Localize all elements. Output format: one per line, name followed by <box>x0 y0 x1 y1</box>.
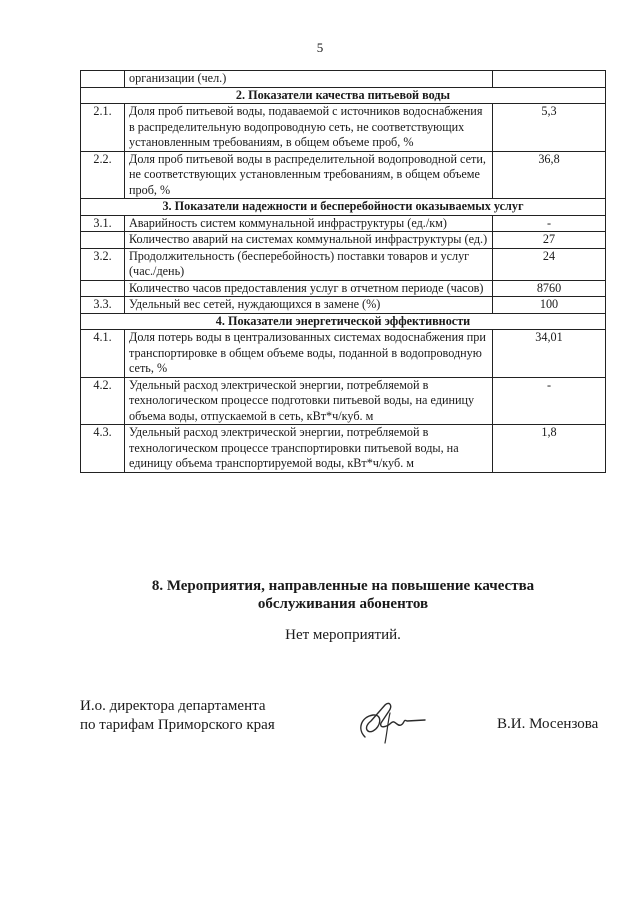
indicator-value: 27 <box>493 232 606 249</box>
indicator-name: Доля проб питьевой воды, подаваемой с источников водоснабжения в распределительную водопроводную сеть, не соответствующих установленным требованиям, в общем объеме проб, % <box>125 104 493 152</box>
indicator-name: Количество часов предоставления услуг в отчетном периоде (часов) <box>125 280 493 297</box>
indicator-name: Удельный расход электрической энергии, потребляемой в технологическом процессе транспортировки питьевой воды, на единицу объема транспортируемой воды, кВт*ч/куб. м <box>125 425 493 473</box>
section-header-row <box>81 313 606 330</box>
row-number: 3.1. <box>81 215 125 232</box>
indicator-value: - <box>493 215 606 232</box>
section-8-heading <box>80 577 606 613</box>
indicator-value: 34,01 <box>493 330 606 378</box>
signatory-position-line1: И.о. директора департамента <box>80 698 266 714</box>
table-row <box>81 151 606 199</box>
section-8-title-line2: обслуживания абонентов <box>257 596 429 612</box>
signatory-name: В.И. Мосензова <box>497 716 599 732</box>
indicator-value: 1,8 <box>493 425 606 473</box>
row-number <box>81 280 125 297</box>
row-number: 2.1. <box>81 104 125 152</box>
indicator-name: Продолжительность (бесперебойность) поставки товаров и услуг (час./день) <box>125 248 493 280</box>
table-row <box>81 104 606 152</box>
table-row <box>81 330 606 378</box>
indicator-value: 8760 <box>493 280 606 297</box>
table-row <box>81 248 606 280</box>
indicator-name: Удельный вес сетей, нуждающихся в замене (%) <box>125 297 493 314</box>
section-8-title-line1: 8. Мероприятия, направленные на повышение качества <box>151 578 535 594</box>
row-number: 4.2. <box>81 377 125 425</box>
indicator-name: Количество аварий на системах коммунальной инфраструктуры (ед.) <box>125 232 493 249</box>
indicator-value: 5,3 <box>493 104 606 152</box>
indicator-name: Аварийность систем коммунальной инфраструктуры (ед./км) <box>125 215 493 232</box>
handwritten-signature <box>343 693 428 745</box>
indicator-name: Удельный расход электрической энергии, потребляемой в технологическом процессе подготовки питьевой воды, на единицу объема воды, отпускаемой в сеть, кВт*ч/куб. м <box>125 377 493 425</box>
table-row <box>81 215 606 232</box>
section-title: 4. Показатели энергетической эффективности <box>81 313 606 330</box>
signatory-position-line2: по тарифам Приморского края <box>80 717 275 733</box>
row-number: 4.1. <box>81 330 125 378</box>
indicator-value: 36,8 <box>493 151 606 199</box>
section-header-row <box>81 199 606 216</box>
table-row <box>81 232 606 249</box>
row-number: 4.3. <box>81 425 125 473</box>
row-number <box>81 71 125 88</box>
indicator-name: Доля проб питьевой воды в распределительной водопроводной сети, не соответствующих установленным требованиям, в общем объеме проб, % <box>125 151 493 199</box>
section-title: 3. Показатели надежности и бесперебойности оказываемых услуг <box>81 199 606 216</box>
indicator-value: 100 <box>493 297 606 314</box>
indicators-table <box>80 70 606 473</box>
indicator-value <box>493 71 606 88</box>
row-number <box>81 232 125 249</box>
indicators-table-body <box>81 71 606 473</box>
table-row <box>81 280 606 297</box>
indicator-value: 24 <box>493 248 606 280</box>
page-number: 5 <box>316 40 324 55</box>
row-number: 3.2. <box>81 248 125 280</box>
table-row <box>81 377 606 425</box>
table-row <box>81 297 606 314</box>
table-row <box>81 425 606 473</box>
signatory-position <box>80 697 275 735</box>
row-number: 2.2. <box>81 151 125 199</box>
indicator-value: - <box>493 377 606 425</box>
indicator-name: организации (чел.) <box>125 71 493 88</box>
row-number: 3.3. <box>81 297 125 314</box>
no-events-text: Нет мероприятий. <box>285 627 401 643</box>
table-row <box>81 71 606 88</box>
section-title: 2. Показатели качества питьевой воды <box>81 87 606 104</box>
indicator-name: Доля потерь воды в централизованных системах водоснабжения при транспортировке в общем объеме воды, поданной в водопроводную сеть, % <box>125 330 493 378</box>
section-header-row <box>81 87 606 104</box>
